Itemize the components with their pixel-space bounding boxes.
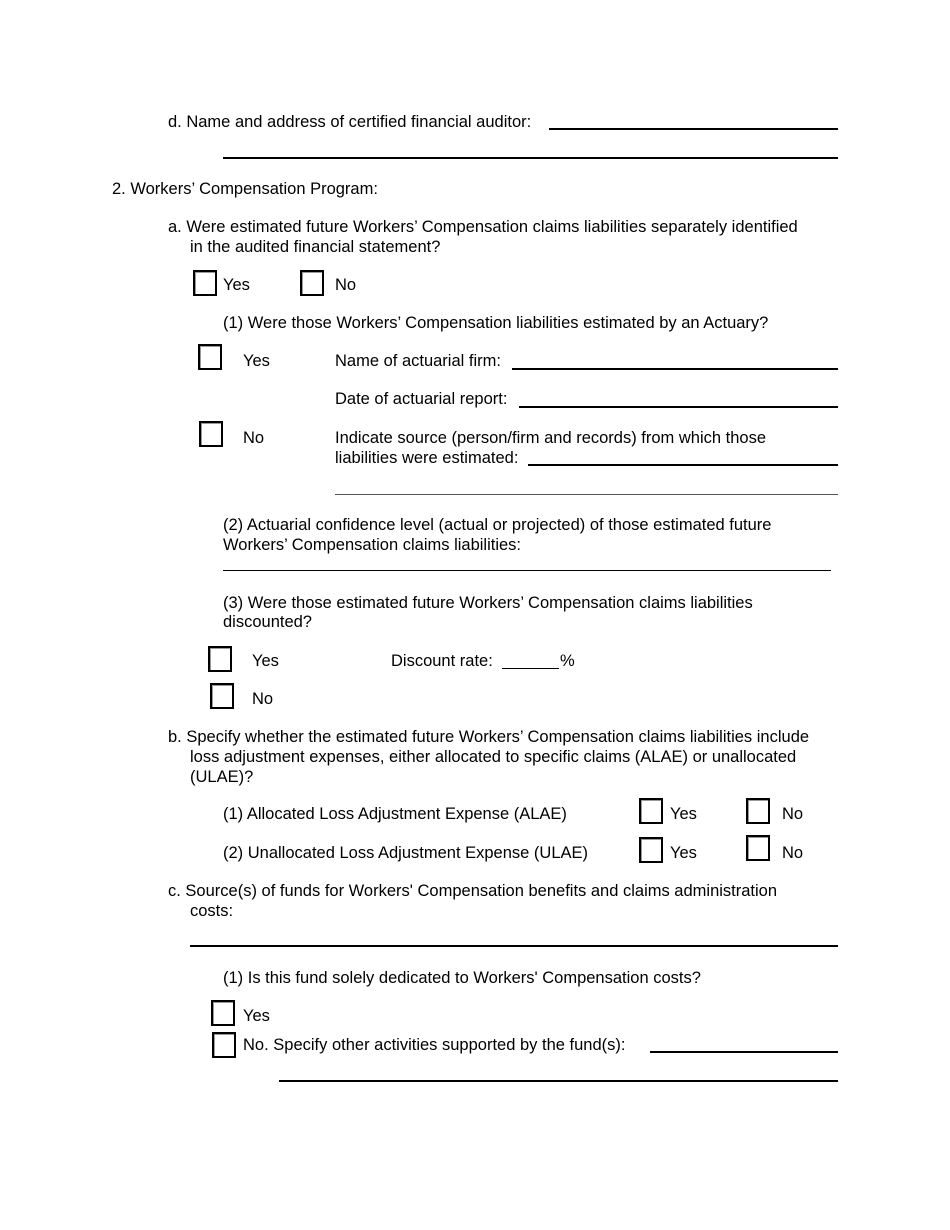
question-a-line2: in the audited financial statement? [190, 238, 441, 256]
actuary-no-label: No [243, 429, 265, 447]
ulae-no-label: No [782, 844, 804, 862]
funds-source-field[interactable] [190, 945, 838, 947]
discounted-label-line1: (3) Were those estimated future Workers’ Compensation claims liabilities [223, 594, 753, 612]
actuary-yes-checkbox[interactable] [198, 344, 222, 370]
discounted-label-line2: discounted? [223, 613, 312, 631]
auditor-field-line-1[interactable] [549, 128, 838, 130]
question-b-line3: (ULAE)? [190, 768, 254, 786]
ulae-label: (2) Unallocated Loss Adjustment Expense (ULAE) [223, 844, 589, 862]
firm-name-field[interactable] [512, 368, 838, 370]
discount-rate-label: Discount rate: [391, 652, 493, 670]
confidence-label-line2: Workers’ Compensation claims liabilities: [223, 536, 522, 554]
ulae-no-checkbox[interactable] [746, 835, 770, 861]
alae-no-checkbox[interactable] [746, 798, 770, 824]
dedicated-no-checkbox[interactable] [212, 1032, 236, 1058]
a-no-label: No [335, 276, 357, 294]
actuary-question: (1) Were those Workers’ Compensation liabilities estimated by an Actuary? [223, 314, 769, 332]
a-no-checkbox[interactable] [300, 270, 324, 296]
a-yes-checkbox[interactable] [193, 270, 217, 296]
question-b-line2: loss adjustment expenses, either allocated to specific claims (ALAE) or unallocated [190, 748, 797, 766]
discounted-yes-label: Yes [252, 652, 279, 670]
other-activities-field-line-1[interactable] [650, 1051, 838, 1053]
dedicated-question: (1) Is this fund solely dedicated to Workers' Compensation costs? [223, 969, 701, 987]
firm-name-label: Name of actuarial firm: [335, 352, 501, 370]
discount-rate-field[interactable] [502, 668, 559, 669]
actuary-no-checkbox[interactable] [199, 421, 223, 447]
alae-yes-checkbox[interactable] [639, 798, 663, 824]
question-a-line1: a. Were estimated future Workers’ Compensation claims liabilities separately identified [168, 218, 798, 236]
section-heading: 2. Workers’ Compensation Program: [112, 180, 378, 198]
dedicated-yes-label: Yes [243, 1007, 270, 1025]
discounted-no-checkbox[interactable] [210, 683, 234, 709]
discounted-yes-checkbox[interactable] [208, 646, 232, 672]
source-label-line2: liabilities were estimated: [335, 449, 519, 467]
report-date-field[interactable] [519, 406, 838, 408]
dedicated-yes-checkbox[interactable] [211, 1000, 235, 1026]
discounted-no-label: No [252, 690, 274, 708]
percent-sign: % [560, 652, 575, 670]
question-c-line2: costs: [190, 902, 234, 920]
auditor-label: d. Name and address of certified financial auditor: [168, 113, 532, 131]
alae-yes-label: Yes [670, 805, 697, 823]
alae-label: (1) Allocated Loss Adjustment Expense (ALAE) [223, 805, 567, 823]
ulae-yes-label: Yes [670, 844, 697, 862]
source-field-line-2[interactable] [335, 494, 838, 495]
actuary-yes-label: Yes [243, 352, 270, 370]
ulae-yes-checkbox[interactable] [639, 837, 663, 863]
question-b-line1: b. Specify whether the estimated future Workers’ Compensation claims liabilities include [168, 728, 810, 746]
a-yes-label: Yes [223, 276, 250, 294]
question-c-line1: c. Source(s) of funds for Workers' Compensation benefits and claims administration [168, 882, 778, 900]
dedicated-no-label: No. Specify other activities supported by the fund(s): [243, 1036, 626, 1054]
confidence-field[interactable] [223, 570, 831, 571]
other-activities-field-line-2[interactable] [279, 1080, 838, 1082]
confidence-label-line1: (2) Actuarial confidence level (actual or projected) of those estimated future [223, 516, 772, 534]
auditor-field-line-2[interactable] [223, 157, 838, 159]
source-field-line-1[interactable] [528, 464, 838, 466]
report-date-label: Date of actuarial report: [335, 390, 508, 408]
source-label-line1: Indicate source (person/firm and records) from which those [335, 429, 767, 447]
alae-no-label: No [782, 805, 804, 823]
